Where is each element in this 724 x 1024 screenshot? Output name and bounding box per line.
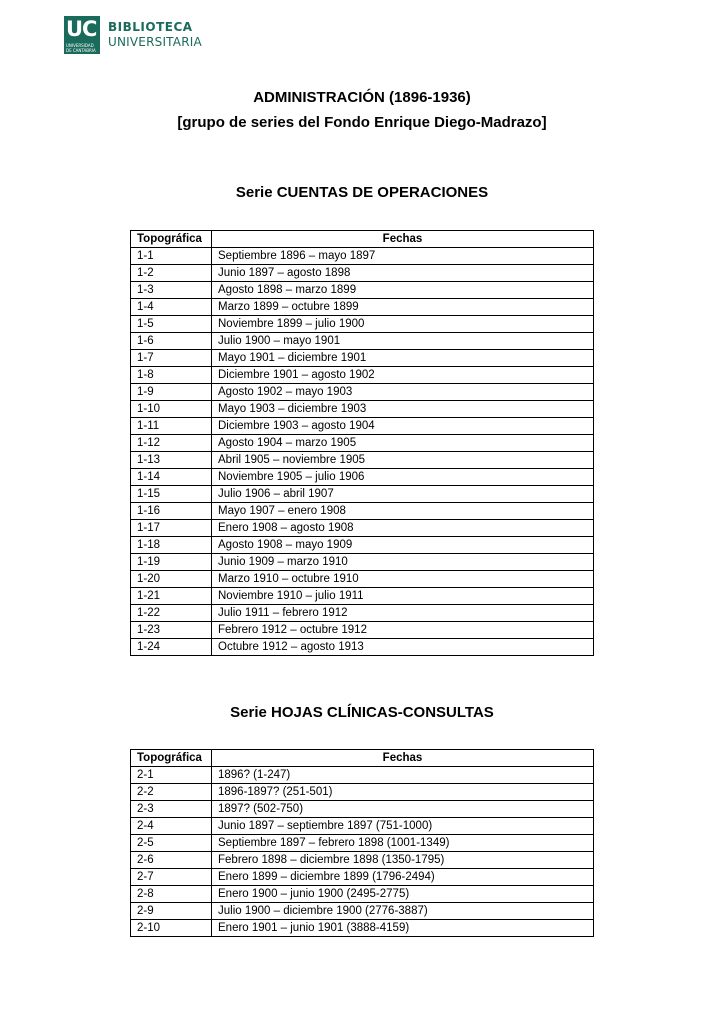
cell-fechas: Junio 1909 – marzo 1910 [212, 554, 594, 571]
cell-fechas: Abril 1905 – noviembre 1905 [212, 452, 594, 469]
cell-fechas: Febrero 1898 – diciembre 1898 (1350-1795) [212, 852, 594, 869]
cell-fechas: Noviembre 1905 – julio 1906 [212, 469, 594, 486]
cell-fechas: Junio 1897 – agosto 1898 [212, 265, 594, 282]
table-row [131, 639, 594, 656]
cell-fechas: Agosto 1908 – mayo 1909 [212, 537, 594, 554]
uc-logo-mark [64, 16, 100, 54]
table-row [131, 588, 594, 605]
cell-topografica: 1-10 [131, 401, 212, 418]
cell-topografica: 2-10 [131, 920, 212, 937]
table-row [131, 435, 594, 452]
table-body-hojas [131, 767, 594, 937]
table-row [131, 903, 594, 920]
cell-topografica: 2-5 [131, 835, 212, 852]
cell-topografica: 1-7 [131, 350, 212, 367]
cell-fechas: Septiembre 1897 – febrero 1898 (1001-1349) [212, 835, 594, 852]
document-subtitle: [grupo de series del Fondo Enrique Diego-Madrazo] [177, 114, 547, 131]
cell-topografica: 2-9 [131, 903, 212, 920]
cell-fechas: 1897? (502-750) [212, 801, 594, 818]
table-row [131, 869, 594, 886]
cell-fechas: Julio 1911 – febrero 1912 [212, 605, 594, 622]
cell-fechas: Julio 1900 – diciembre 1900 (2776-3887) [212, 903, 594, 920]
logo-text [108, 20, 202, 50]
table-row [131, 282, 594, 299]
table-hojas [130, 749, 594, 937]
table-cuentas [130, 230, 594, 656]
cell-fechas: Julio 1906 – abril 1907 [212, 486, 594, 503]
cell-topografica: 1-18 [131, 537, 212, 554]
cell-topografica: 1-23 [131, 622, 212, 639]
cell-fechas: Agosto 1904 – marzo 1905 [212, 435, 594, 452]
cell-topografica: 1-21 [131, 588, 212, 605]
table-row [131, 605, 594, 622]
cell-topografica: 1-22 [131, 605, 212, 622]
library-logo [64, 16, 202, 54]
table-row [131, 469, 594, 486]
cell-fechas: 1896-1897? (251-501) [212, 784, 594, 801]
logo-mark-text: UC [66, 17, 97, 41]
cell-topografica: 2-7 [131, 869, 212, 886]
table-row [131, 486, 594, 503]
cell-topografica: 1-11 [131, 418, 212, 435]
document-title: ADMINISTRACIÓN (1896-1936) [253, 89, 471, 106]
table-row [131, 886, 594, 903]
cell-fechas: Enero 1901 – junio 1901 (3888-4159) [212, 920, 594, 937]
table-row [131, 384, 594, 401]
cell-fechas: Enero 1908 – agosto 1908 [212, 520, 594, 537]
table-row [131, 571, 594, 588]
table-body-cuentas [131, 248, 594, 656]
cell-topografica: 1-5 [131, 316, 212, 333]
cell-fechas: Diciembre 1901 – agosto 1902 [212, 367, 594, 384]
table-row [131, 248, 594, 265]
cell-topografica: 2-4 [131, 818, 212, 835]
section-title-cuentas: Serie CUENTAS DE OPERACIONES [235, 184, 489, 201]
cell-fechas: Junio 1897 – septiembre 1897 (751-1000) [212, 818, 594, 835]
cell-fechas: Julio 1900 – mayo 1901 [212, 333, 594, 350]
cell-fechas: Febrero 1912 – octubre 1912 [212, 622, 594, 639]
cell-topografica: 2-6 [131, 852, 212, 869]
cell-fechas: Agosto 1898 – marzo 1899 [212, 282, 594, 299]
cell-topografica: 2-3 [131, 801, 212, 818]
cell-topografica: 1-19 [131, 554, 212, 571]
table-row [131, 503, 594, 520]
table-row [131, 784, 594, 801]
cell-fechas: Mayo 1901 – diciembre 1901 [212, 350, 594, 367]
table-row [131, 520, 594, 537]
cell-fechas: Enero 1899 – diciembre 1899 (1796-2494) [212, 869, 594, 886]
column-header-topografica: Topográfica [131, 231, 212, 248]
table-row [131, 452, 594, 469]
table-row [131, 801, 594, 818]
column-header-topografica: Topográfica [131, 750, 212, 767]
table-row [131, 920, 594, 937]
cell-fechas: Septiembre 1896 – mayo 1897 [212, 248, 594, 265]
table-row [131, 537, 594, 554]
cell-fechas: Noviembre 1910 – julio 1911 [212, 588, 594, 605]
cell-fechas: Marzo 1899 – octubre 1899 [212, 299, 594, 316]
cell-fechas: Octubre 1912 – agosto 1913 [212, 639, 594, 656]
cell-topografica: 1-15 [131, 486, 212, 503]
cell-fechas: Diciembre 1903 – agosto 1904 [212, 418, 594, 435]
table-row [131, 299, 594, 316]
table-row [131, 350, 594, 367]
cell-topografica: 1-20 [131, 571, 212, 588]
cell-topografica: 2-2 [131, 784, 212, 801]
table-row [131, 622, 594, 639]
cell-topografica: 1-8 [131, 367, 212, 384]
table-row [131, 818, 594, 835]
cell-topografica: 1-4 [131, 299, 212, 316]
logo-small-text: UNIVERSIDAD DE CANTABRIA [66, 43, 96, 53]
table-row [131, 418, 594, 435]
table-row [131, 554, 594, 571]
table-row [131, 401, 594, 418]
section-title-hojas: Serie HOJAS CLÍNICAS-CONSULTAS [230, 704, 494, 721]
table-row [131, 367, 594, 384]
cell-topografica: 1-9 [131, 384, 212, 401]
table-row [131, 316, 594, 333]
column-header-fechas: Fechas [212, 750, 594, 767]
cell-topografica: 1-1 [131, 248, 212, 265]
cell-topografica: 1-14 [131, 469, 212, 486]
cell-topografica: 1-13 [131, 452, 212, 469]
cell-fechas: Mayo 1903 – diciembre 1903 [212, 401, 594, 418]
cell-topografica: 1-12 [131, 435, 212, 452]
cell-topografica: 1-6 [131, 333, 212, 350]
logo-line-1: BIBLIOTECA [108, 20, 193, 34]
cell-topografica: 1-16 [131, 503, 212, 520]
table-row [131, 852, 594, 869]
table-row [131, 265, 594, 282]
cell-topografica: 1-24 [131, 639, 212, 656]
cell-fechas: Enero 1900 – junio 1900 (2495-2775) [212, 886, 594, 903]
cell-topografica: 2-8 [131, 886, 212, 903]
cell-topografica: 1-17 [131, 520, 212, 537]
table-header-row [131, 231, 594, 248]
table-row [131, 835, 594, 852]
cell-fechas: Agosto 1902 – mayo 1903 [212, 384, 594, 401]
table-row [131, 333, 594, 350]
logo-line-2: UNIVERSITARIA [108, 35, 202, 49]
cell-fechas: Noviembre 1899 – julio 1900 [212, 316, 594, 333]
cell-topografica: 2-1 [131, 767, 212, 784]
cell-fechas: Marzo 1910 – octubre 1910 [212, 571, 594, 588]
cell-topografica: 1-2 [131, 265, 212, 282]
table-row [131, 767, 594, 784]
table-header-row [131, 750, 594, 767]
cell-fechas: 1896? (1-247) [212, 767, 594, 784]
cell-fechas: Mayo 1907 – enero 1908 [212, 503, 594, 520]
column-header-fechas: Fechas [212, 231, 594, 248]
cell-topografica: 1-3 [131, 282, 212, 299]
